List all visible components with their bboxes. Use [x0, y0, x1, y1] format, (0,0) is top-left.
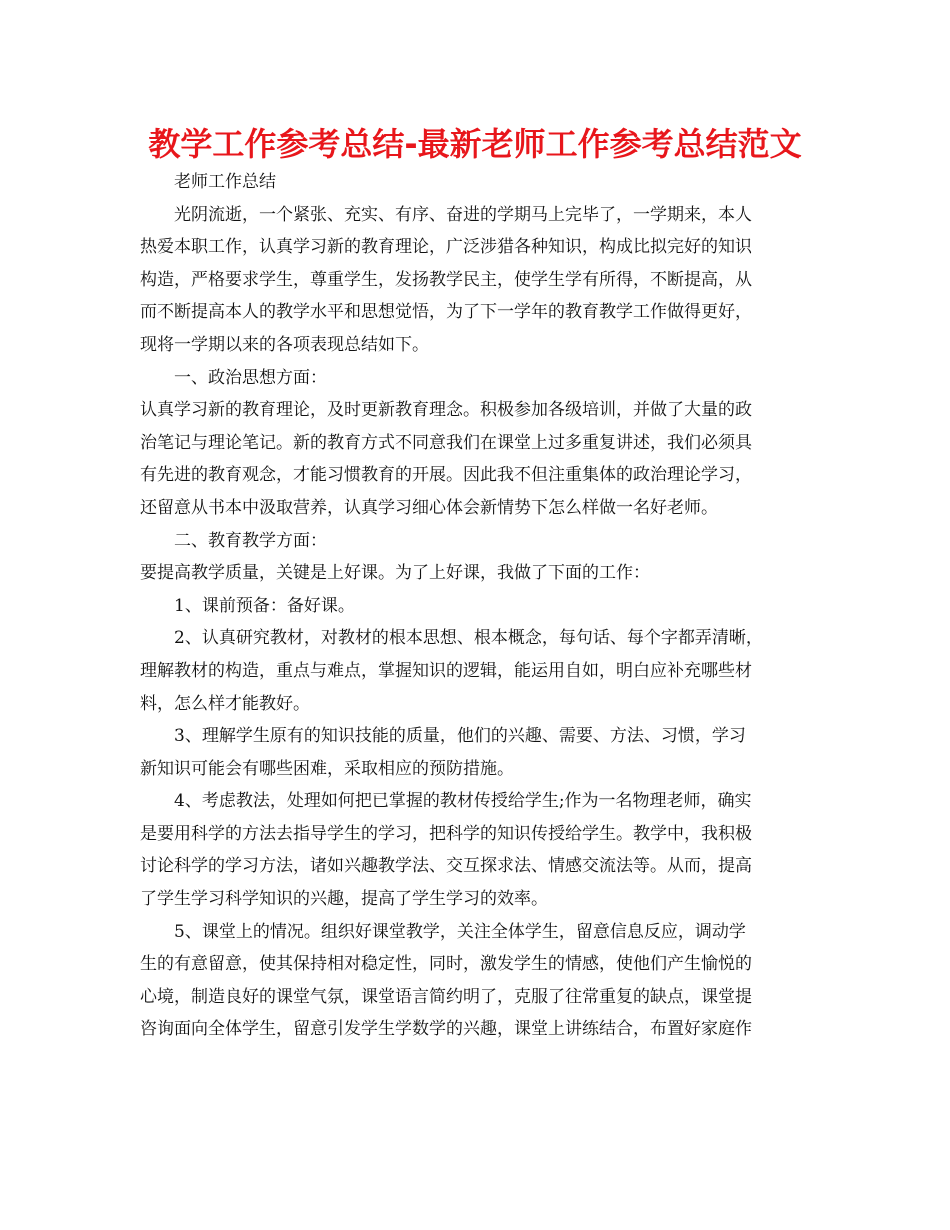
text-line: 5、课堂上的情况。组织好课堂教学，关注全体学生，留意信息反应，调动学: [174, 921, 746, 942]
text-line: 还留意从书本中汲取营养，认真学习细心体会新情势下怎么样做一名好老师。: [140, 497, 718, 518]
text-line: 咨询面向全体学生，留意引发学生学数学的兴趣，课堂上讲练结合，布置好家庭作: [140, 1019, 752, 1040]
text-line: 有先进的教育观念，才能习惯教育的开展。因此我不但注重集体的政治理论学习，: [140, 465, 752, 486]
text-line: 生的有意留意，使其保持相对稳定性，同时，激发学生的情感，使他们产生愉悦的: [140, 954, 752, 975]
text-line: 热爱本职工作，认真学习新的教育理论，广泛涉猎各种知识，构成比拟完好的知识: [140, 237, 752, 258]
document-body: [140, 166, 810, 1046]
text-line: 构造，严格要求学生，尊重学生，发扬教学民主，使学生学有所得，不断提高，从: [140, 269, 752, 290]
text-line: 料，怎么样才能教好。: [140, 693, 310, 714]
text-line: 光阴流逝，一个紧张、充实、有序、奋进的学期马上完毕了，一学期来，本人: [174, 204, 752, 225]
text-line: 心境，制造良好的课堂气氛，课堂语言简约明了，克服了往常重复的缺点，课堂提: [140, 986, 752, 1007]
text-line: 新知识可能会有哪些困难，采取相应的预防措施。: [140, 758, 514, 779]
text-line: 4、考虑教法，处理如何把已掌握的教材传授给学生;作为一名物理老师，确实: [174, 791, 752, 812]
text-line: 3、理解学生原有的知识技能的质量，他们的兴趣、需要、方法、习惯，学习: [174, 726, 746, 747]
text-line: 现将一学期以来的各项表现总结如下。: [140, 334, 429, 355]
text-line: 认真学习新的教育理论，及时更新教育理念。积极参加各级培训，并做了大量的政: [140, 400, 752, 421]
text-line: 2、认真研究教材，对教材的根本思想、根本概念，每句话、每个字都弄清晰，: [174, 628, 763, 649]
text-line: 了学生学习科学知识的兴趣，提高了学生学习的效率。: [140, 889, 548, 910]
text-line: 二、教育教学方面：: [174, 530, 327, 551]
text-line: 治笔记与理论笔记。新的教育方式不同意我们在课堂上过多重复讲述，我们必须具: [140, 432, 752, 453]
text-line: 是要用科学的方法去指导学生的学习，把科学的知识传授给学生。教学中，我积极: [140, 823, 752, 844]
text-line: 1、课前预备：备好课。: [174, 595, 355, 616]
text-line: 讨论科学的学习方法，诸如兴趣教学法、交互探求法、情感交流法等。从而，提高: [140, 856, 752, 877]
text-line: 而不断提高本人的教学水平和思想觉悟，为了下一学年的教育教学工作做得更好，: [140, 302, 752, 323]
text-line: 理解教材的构造，重点与难点，掌握知识的逻辑，能运用自如，明白应补充哪些材: [140, 660, 752, 681]
text-line: 老师工作总结: [174, 172, 276, 192]
text-line: 一、政治思想方面：: [174, 367, 327, 388]
document-title: 教学工作参考总结-最新老师工作参考总结范文: [148, 125, 802, 163]
text-line: 要提高教学质量，关键是上好课。为了上好课，我做了下面的工作：: [140, 563, 650, 584]
